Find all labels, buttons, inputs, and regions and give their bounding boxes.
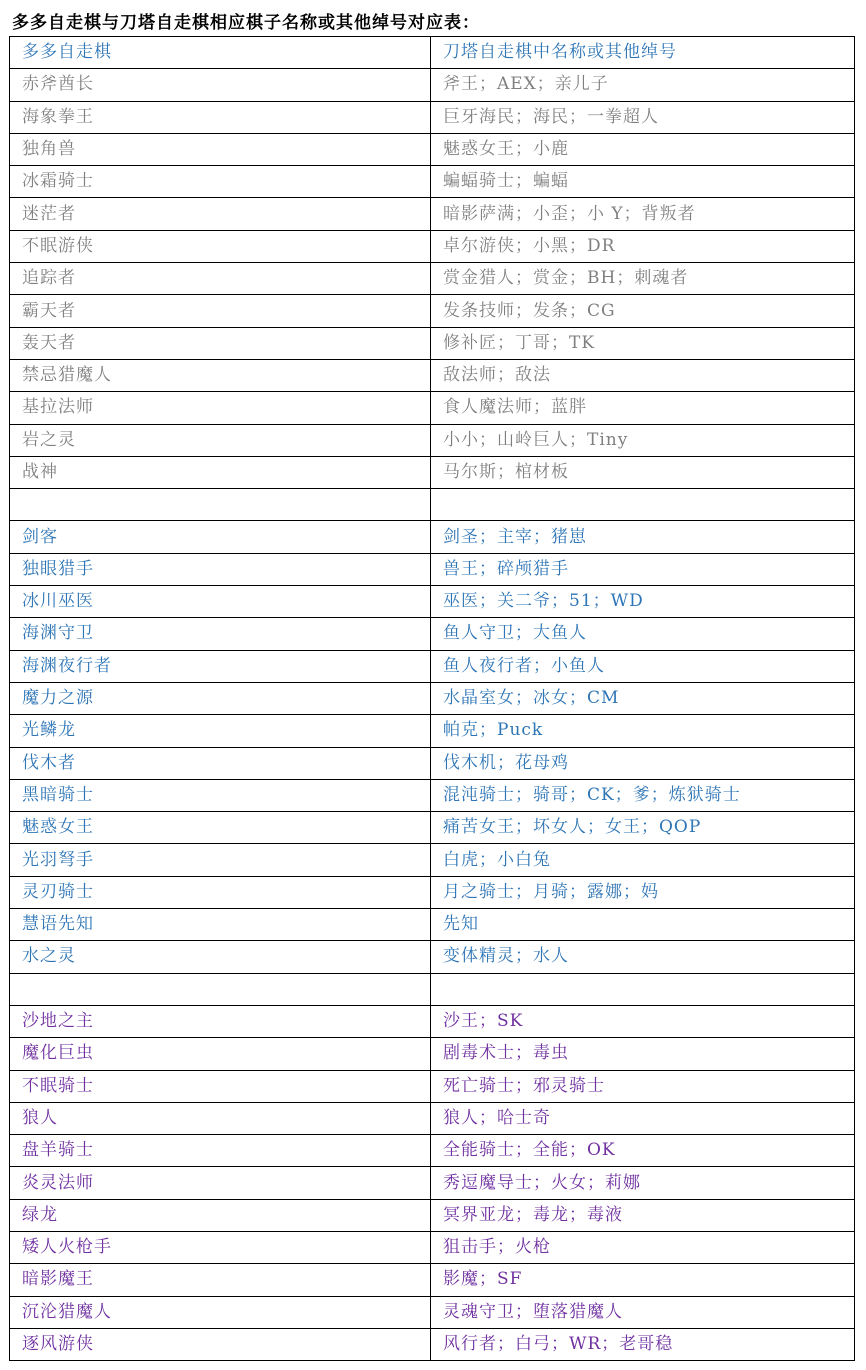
table-row (10, 779, 855, 811)
dota-name-cell: 小小；山岭巨人；Tiny (431, 424, 855, 456)
dota-name-cell: 伐木机；花母鸡 (431, 747, 855, 779)
table-row (10, 359, 855, 391)
dota-name-cell: 灵魂守卫；堕落猎魔人 (431, 1296, 855, 1328)
table-row (10, 650, 855, 682)
dota-name-cell: 暗影萨满；小歪；小 Y；背叛者 (431, 198, 855, 230)
dota-name-cell: 斧王；AEX；亲儿子 (431, 69, 855, 101)
duoduo-name-cell: 魅惑女王 (10, 812, 431, 844)
dota-name-cell: 狼人；哈士奇 (431, 1102, 855, 1134)
duoduo-name-cell: 伐木者 (10, 747, 431, 779)
dota-name-cell: 剧毒术士；毒虫 (431, 1038, 855, 1070)
table-row (10, 747, 855, 779)
table-row (10, 844, 855, 876)
duoduo-name-cell: 不眠游侠 (10, 230, 431, 262)
dota-name-cell: 水晶室女；冰女；CM (431, 682, 855, 714)
table-row (10, 1296, 855, 1328)
duoduo-name-cell (10, 973, 431, 1005)
duoduo-name-cell: 绿龙 (10, 1199, 431, 1231)
table-row (10, 876, 855, 908)
table-row (10, 133, 855, 165)
table-row (10, 715, 855, 747)
spacer-row (10, 973, 855, 1005)
duoduo-name-cell: 轰天者 (10, 327, 431, 359)
table-body (10, 69, 855, 1361)
dota-name-cell: 冥界亚龙；毒龙；毒液 (431, 1199, 855, 1231)
duoduo-name-cell: 沉沦猎魔人 (10, 1296, 431, 1328)
duoduo-name-cell: 追踪者 (10, 263, 431, 295)
duoduo-name-cell: 岩之灵 (10, 424, 431, 456)
duoduo-name-cell: 魔化巨虫 (10, 1038, 431, 1070)
dota-name-cell: 敌法师；敌法 (431, 359, 855, 391)
duoduo-name-cell (10, 489, 431, 521)
table-row (10, 553, 855, 585)
dota-name-cell: 白虎；小白兔 (431, 844, 855, 876)
table-row (10, 1199, 855, 1231)
duoduo-name-cell: 独眼猎手 (10, 553, 431, 585)
table-row (10, 1102, 855, 1134)
table-row (10, 812, 855, 844)
table-row (10, 327, 855, 359)
duoduo-name-cell: 炎灵法师 (10, 1167, 431, 1199)
duoduo-name-cell: 冰霜骑士 (10, 166, 431, 198)
duoduo-name-cell: 独角兽 (10, 133, 431, 165)
duoduo-name-cell: 海渊守卫 (10, 618, 431, 650)
dota-name-cell: 蝙蝠骑士；蝙蝠 (431, 166, 855, 198)
table-row (10, 230, 855, 262)
dota-name-cell: 巨牙海民；海民；一拳超人 (431, 101, 855, 133)
table-row (10, 392, 855, 424)
dota-name-cell: 兽王；碎颅猎手 (431, 553, 855, 585)
duoduo-name-cell: 逐风游侠 (10, 1328, 431, 1360)
table-row (10, 198, 855, 230)
dota-name-cell: 影魔；SF (431, 1264, 855, 1296)
dota-name-cell: 赏金猎人；赏金；BH；刺魂者 (431, 263, 855, 295)
table-row (10, 586, 855, 618)
header-duoduo: 多多自走棋 (10, 37, 431, 69)
dota-name-cell: 鱼人守卫；大鱼人 (431, 618, 855, 650)
dota-name-cell: 先知 (431, 909, 855, 941)
duoduo-name-cell: 灵刃骑士 (10, 876, 431, 908)
table-row (10, 424, 855, 456)
table-row (10, 909, 855, 941)
duoduo-name-cell: 冰川巫医 (10, 586, 431, 618)
dota-name-cell: 巫医；关二爷；51；WD (431, 586, 855, 618)
table-row (10, 1328, 855, 1360)
dota-name-cell: 剑圣；主宰；猪崽 (431, 521, 855, 553)
duoduo-name-cell: 战神 (10, 456, 431, 488)
table-row (10, 69, 855, 101)
table-row (10, 166, 855, 198)
duoduo-name-cell: 光鳞龙 (10, 715, 431, 747)
duoduo-name-cell: 水之灵 (10, 941, 431, 973)
dota-name-cell: 混沌骑士；骑哥；CK；爹；炼狱骑士 (431, 779, 855, 811)
duoduo-name-cell: 赤斧酋长 (10, 69, 431, 101)
spacer-row (10, 489, 855, 521)
table-row (10, 1167, 855, 1199)
table-row (10, 1005, 855, 1037)
table-row (10, 1231, 855, 1263)
dota-name-cell: 风行者；白弓；WR；老哥稳 (431, 1328, 855, 1360)
duoduo-name-cell: 海渊夜行者 (10, 650, 431, 682)
duoduo-name-cell: 矮人火枪手 (10, 1231, 431, 1263)
dota-name-cell: 痛苦女王；坏女人；女王；QOP (431, 812, 855, 844)
duoduo-name-cell: 剑客 (10, 521, 431, 553)
table-row (10, 521, 855, 553)
table-row (10, 1264, 855, 1296)
mapping-table (9, 36, 855, 1361)
duoduo-name-cell: 黑暗骑士 (10, 779, 431, 811)
duoduo-name-cell: 霸天者 (10, 295, 431, 327)
duoduo-name-cell: 沙地之主 (10, 1005, 431, 1037)
dota-name-cell (431, 489, 855, 521)
dota-name-cell: 卓尔游侠；小黑；DR (431, 230, 855, 262)
duoduo-name-cell: 不眠骑士 (10, 1070, 431, 1102)
dota-name-cell: 沙王；SK (431, 1005, 855, 1037)
table-row (10, 941, 855, 973)
duoduo-name-cell: 迷茫者 (10, 198, 431, 230)
dota-name-cell: 变体精灵；水人 (431, 941, 855, 973)
table-row (10, 618, 855, 650)
duoduo-name-cell: 光羽弩手 (10, 844, 431, 876)
duoduo-name-cell: 盘羊骑士 (10, 1135, 431, 1167)
table-row (10, 1038, 855, 1070)
duoduo-name-cell: 狼人 (10, 1102, 431, 1134)
table-row (10, 1070, 855, 1102)
table-row (10, 456, 855, 488)
dota-name-cell: 修补匠；丁哥；TK (431, 327, 855, 359)
dota-name-cell: 全能骑士；全能；OK (431, 1135, 855, 1167)
dota-name-cell: 帕克；Puck (431, 715, 855, 747)
page-title: 多多自走棋与刀塔自走棋相应棋子名称或其他绰号对应表： (12, 13, 480, 33)
duoduo-name-cell: 基拉法师 (10, 392, 431, 424)
header-dota: 刀塔自走棋中名称或其他绰号 (431, 37, 855, 69)
table-row (10, 263, 855, 295)
dota-name-cell (431, 973, 855, 1005)
dota-name-cell: 狙击手；火枪 (431, 1231, 855, 1263)
table-row (10, 101, 855, 133)
dota-name-cell: 鱼人夜行者；小鱼人 (431, 650, 855, 682)
duoduo-name-cell: 魔力之源 (10, 682, 431, 714)
dota-name-cell: 死亡骑士；邪灵骑士 (431, 1070, 855, 1102)
duoduo-name-cell: 暗影魔王 (10, 1264, 431, 1296)
table-header-row (10, 37, 855, 69)
dota-name-cell: 魅惑女王；小鹿 (431, 133, 855, 165)
duoduo-name-cell: 慧语先知 (10, 909, 431, 941)
duoduo-name-cell: 禁忌猎魔人 (10, 359, 431, 391)
dota-name-cell: 发条技师；发条；CG (431, 295, 855, 327)
dota-name-cell: 食人魔法师；蓝胖 (431, 392, 855, 424)
duoduo-name-cell: 海象拳王 (10, 101, 431, 133)
table-row (10, 682, 855, 714)
table-row (10, 295, 855, 327)
table-row (10, 1135, 855, 1167)
dota-name-cell: 马尔斯；棺材板 (431, 456, 855, 488)
dota-name-cell: 月之骑士；月骑；露娜；妈 (431, 876, 855, 908)
dota-name-cell: 秀逗魔导士；火女；莉娜 (431, 1167, 855, 1199)
